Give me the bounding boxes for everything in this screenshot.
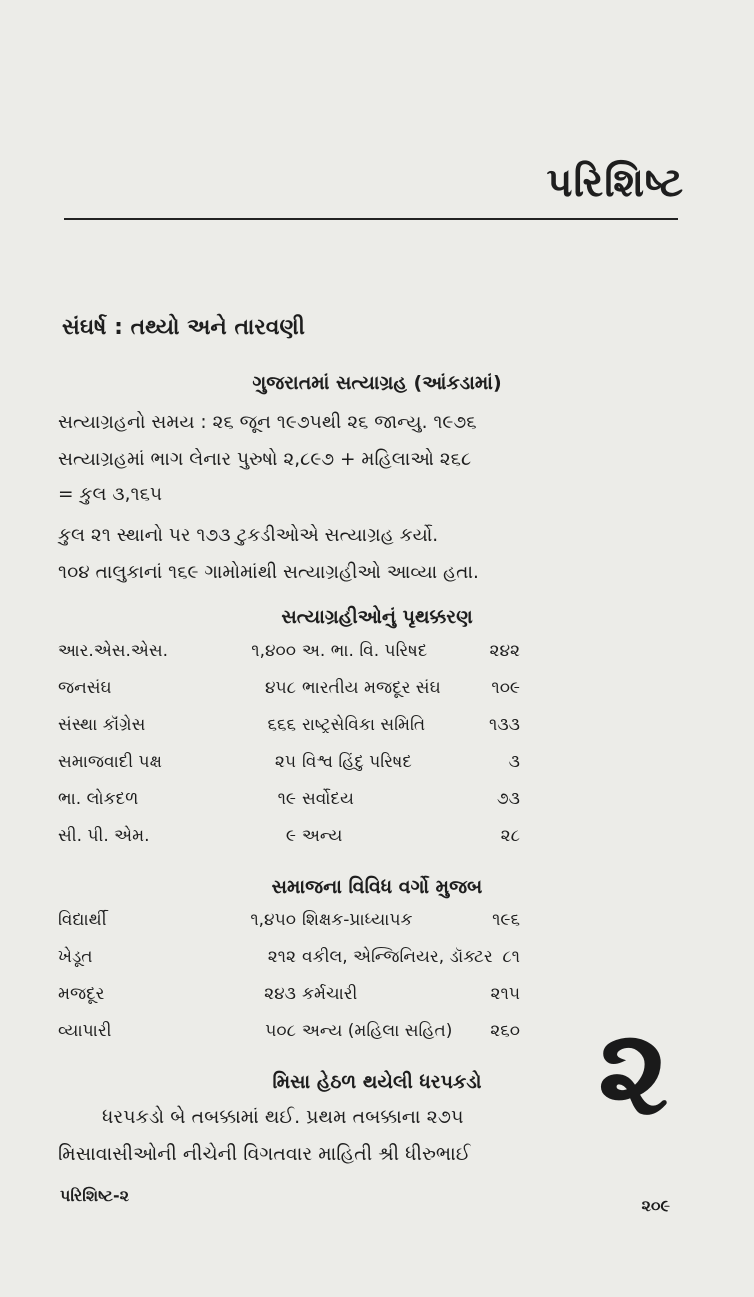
text-line: સત્યાગ્રહનો સમય : ૨૬ જૂન ૧૯૭૫થી ૨૬ જાન્યુ. ૧૯૭૬	[58, 412, 477, 433]
org-count: ૨૮	[500, 826, 520, 846]
org-count: ૯	[285, 826, 296, 846]
subheading-gujarat-satyagraha: ગુજરાતમાં સત્યાગ્રહ (આંકડામાં)	[252, 372, 502, 394]
paragraph-line: મિસાવાસીઓની નીચેની વિગતવાર માહિતી શ્રી ધીરુભાઈ	[58, 1143, 471, 1165]
chapter-title: પરિશિષ્ટ	[546, 160, 684, 206]
table-row	[58, 785, 520, 822]
class-name: મજદૂર	[58, 984, 105, 1004]
class-name: ખેડૂત	[58, 947, 93, 967]
running-footer: પરિશિષ્ટ-૨	[60, 1186, 130, 1205]
class-name: કર્મચારી	[302, 984, 358, 1004]
section-heading: સંઘર્ષ : તથ્યો અને તારવણી	[62, 315, 305, 340]
org-name: જનસંઘ	[58, 678, 112, 698]
org-name: રાષ્ટ્રસેવિકા સમિતિ	[302, 715, 426, 735]
org-count: ૧૯	[277, 789, 296, 809]
class-name: વ્યાપારી	[58, 1021, 112, 1041]
subheading-analysis: સત્યાગ્રહીઓનું પૃથક્કરણ	[281, 606, 473, 628]
page-number: ૨૦૯	[641, 1196, 670, 1215]
class-count: ૫૦૮	[265, 1021, 296, 1041]
org-count: ૨૫	[274, 752, 296, 772]
text-line: કુલ ૨૧ સ્થાનો પર ૧૭૩ ટુકડીઓએ સત્યાગ્રહ કર્યો.	[58, 525, 439, 546]
table-row	[58, 822, 520, 859]
org-count: ૭૩	[496, 789, 520, 809]
table-row	[58, 674, 520, 711]
table-row	[58, 637, 520, 674]
class-name: અન્ય (મહિલા સહિત)	[302, 1021, 453, 1041]
org-count: ૨૪૨	[489, 641, 520, 661]
org-name: અન્ય	[302, 826, 343, 846]
class-name: વિદ્યાર્થી	[58, 910, 107, 930]
chapter-number: ૨	[598, 1001, 669, 1142]
table-row	[58, 906, 520, 943]
text-line: = કુલ ૩,૧૬૫	[58, 484, 163, 505]
class-count: ૨૪૩	[264, 984, 296, 1004]
org-name: સર્વોદય	[302, 789, 354, 809]
text-line: ૧૦૪ તાલુકાનાં ૧૬૯ ગામોમાંથી સત્યાગ્રહીઓ આવ્યા હતા.	[58, 562, 479, 583]
class-count: ૧,૪૫૦	[250, 910, 296, 930]
satyagrahi-table	[58, 637, 520, 859]
org-name: અ. ભા. વિ. પરિષદ	[302, 641, 428, 661]
table-row	[58, 711, 520, 748]
org-count: ૩	[508, 752, 520, 772]
org-count: ૧૩૩	[489, 715, 520, 735]
org-count: ૧૦૯	[491, 678, 520, 698]
class-count: ૧૯૬	[492, 910, 520, 930]
class-count: ૮૧	[502, 947, 520, 967]
org-count: ૪૫૮	[264, 678, 296, 698]
title-rule	[64, 218, 678, 220]
paragraph-line: ધરપકડો બે તબક્કામાં થઈ. પ્રથમ તબક્કાના ૨૭૫	[102, 1106, 464, 1128]
org-count: ૧,૪૦૦	[251, 641, 296, 661]
class-count: ૨૬૦	[490, 1021, 520, 1041]
class-name: શિક્ષક-પ્રાધ્યાપક	[302, 910, 413, 930]
org-count: ૬૬૬	[267, 715, 296, 735]
text-line: સત્યાગ્રહમાં ભાગ લેનાર પુરુષો ૨,૮૯૭ + મહિલાઓ ૨૬૮	[58, 449, 472, 470]
table-row	[58, 943, 520, 980]
class-name: વકીલ, એન્જિનિયર, ડૉક્ટર	[302, 947, 493, 967]
subheading-misa-arrests: મિસા હેઠળ થયેલી ધરપકડો	[272, 1071, 482, 1093]
org-name: વિશ્વ હિંદુ પરિષદ	[302, 752, 412, 772]
org-name: ભા. લોકદળ	[58, 789, 139, 809]
org-name: ભારતીય મજદૂર સંઘ	[302, 678, 441, 698]
table-row	[58, 1017, 520, 1054]
class-count: ૨૧૫	[490, 984, 520, 1004]
table-row	[58, 980, 520, 1017]
org-name: સી. પી. એમ.	[58, 826, 150, 846]
class-count: ૨૧૨	[267, 947, 296, 967]
subheading-social-classes: સમાજના વિવિધ વર્ગો મુજબ	[271, 876, 483, 898]
org-name: સમાજવાદી પક્ષ	[58, 752, 162, 772]
org-name: આર.એસ.એસ.	[58, 641, 169, 661]
table-row	[58, 748, 520, 785]
org-name: સંસ્થા કૉંગ્રેસ	[58, 715, 146, 735]
social-class-table	[58, 906, 520, 1054]
